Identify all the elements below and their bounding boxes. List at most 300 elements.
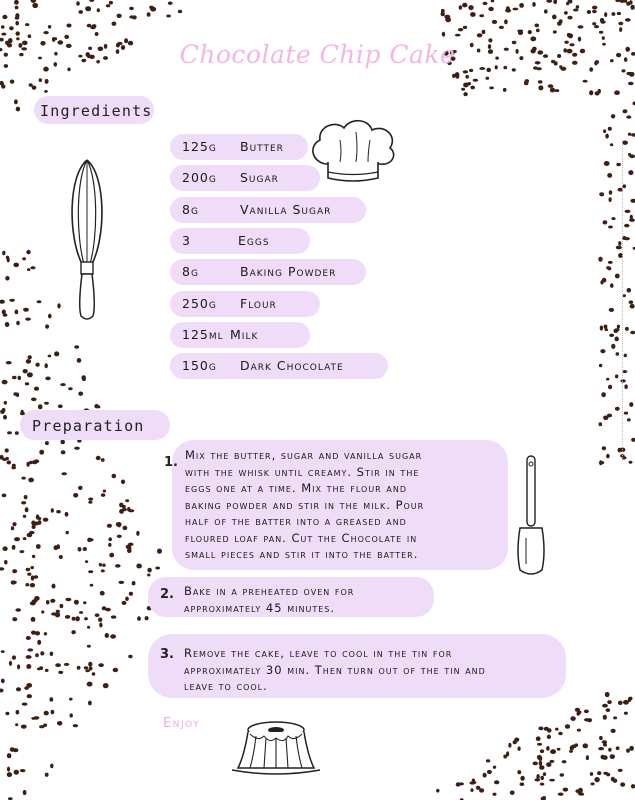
chocolate-dot [25,507,29,512]
chocolate-dot [123,526,128,530]
chocolate-dot [77,666,81,670]
chocolate-dot [103,490,106,493]
chocolate-dot [30,566,34,569]
chocolate-dot [630,304,635,309]
chocolate-dot [39,78,42,82]
chocolate-dot [599,422,603,426]
chocolate-dot [87,538,91,543]
chocolate-dot [610,754,615,759]
chocolate-dot [68,387,73,390]
chocolate-dot [570,716,575,721]
chocolate-dot [616,246,622,250]
chocolate-dot [16,710,20,715]
chocolate-dot [72,617,76,621]
chocolate-dot [31,0,37,3]
chocolate-dot [587,10,591,14]
chocolate-dot [58,404,63,408]
chocolate-dot [7,257,10,262]
chocolate-dot [147,574,150,577]
chocolate-dot [21,501,26,504]
chocolate-dot [493,766,496,769]
chocolate-dot [45,377,50,381]
chocolate-dot [540,749,544,753]
chocolate-dot [546,762,551,767]
chocolate-dot [38,520,42,525]
chocolate-dot [618,22,623,25]
chocolate-dot [43,724,47,727]
chocolate-dot [46,600,50,605]
chocolate-dot [40,651,44,655]
chocolate-dot [109,1,113,5]
chocolate-dot [624,712,628,715]
chocolate-dot [27,268,30,271]
chocolate-dot [100,591,105,596]
chocolate-dot [36,514,40,519]
chocolate-dot [29,531,35,534]
chocolate-dot [105,633,109,638]
chocolate-dot [125,499,129,502]
chocolate-dot [7,772,12,777]
chocolate-dot [557,748,561,751]
chocolate-dot [108,537,112,541]
chocolate-dot [127,549,132,554]
chocolate-dot [75,616,80,621]
chocolate-dot [549,760,554,763]
chocolate-dot [21,725,27,729]
chocolate-dot [65,615,70,619]
chocolate-dot [487,770,492,774]
chocolate-dot [21,477,25,480]
chocolate-dot [60,440,65,445]
chocolate-dot [615,0,620,2]
chocolate-dot [483,773,487,778]
chocolate-dot [3,313,8,316]
chocolate-dot [26,568,31,571]
chocolate-dot [7,753,12,758]
chocolate-dot [542,796,546,800]
chef-hat-icon [306,116,400,186]
chocolate-dot [629,461,633,464]
chocolate-dot [30,583,35,587]
chocolate-dot [26,655,32,659]
chocolate-dot [595,91,600,95]
chocolate-dot [489,87,494,90]
chocolate-dot [603,743,607,747]
chocolate-dot [73,724,78,727]
chocolate-dot [518,747,521,751]
chocolate-dot [3,415,7,420]
chocolate-dot [15,723,18,726]
chocolate-dot [461,88,465,91]
chocolate-dot [614,90,620,95]
chocolate-dot [88,662,92,667]
chocolate-dot [626,749,630,753]
chocolate-dot [22,257,26,260]
chocolate-dot [117,14,122,18]
chocolate-dot [575,708,580,712]
chocolate-dot [5,712,9,715]
chocolate-dot [27,573,31,576]
chocolate-dot [113,668,119,672]
chocolate-dot [95,613,100,617]
whisk-icon [64,156,110,324]
chocolate-dot [563,788,569,792]
chocolate-dot [609,197,612,202]
chocolate-dot [132,581,136,585]
chocolate-dot [78,10,83,14]
chocolate-dot [602,278,607,283]
chocolate-dot [517,770,521,774]
chocolate-dot [31,398,37,402]
chocolate-dot [470,86,475,90]
chocolate-dot [604,325,608,329]
chocolate-dot [486,77,490,80]
chocolate-dot [605,134,609,139]
chocolate-dot [626,2,630,6]
chocolate-dot [32,555,35,558]
chocolate-dot [23,515,27,518]
chocolate-dot [35,631,40,635]
chocolate-dot [584,710,589,714]
chocolate-dot [586,755,589,760]
chocolate-dot [537,743,542,746]
chocolate-dot [618,701,623,705]
chocolate-dot [589,90,593,95]
chocolate-dot [603,772,608,775]
chocolate-dot [552,15,557,20]
chocolate-dot [520,776,524,781]
chocolate-dot [607,700,612,704]
chocolate-dot [628,133,632,136]
chocolate-dot [479,14,484,17]
chocolate-dot [50,764,53,769]
chocolate-dot [26,359,31,364]
chocolate-dot [5,322,10,327]
ingredient-name: Milk [230,327,259,342]
ingredient-quantity: 8g [182,264,199,279]
chocolate-dot [436,789,439,793]
chocolate-dot [15,6,19,10]
chocolate-dot [87,626,90,629]
chocolate-dot [617,325,620,329]
chocolate-dot [60,383,66,386]
chocolate-dot [603,715,607,720]
chocolate-dot [524,81,529,86]
scroll-indicator [622,140,627,460]
chocolate-dot [23,790,27,795]
chocolate-dot [630,331,635,335]
chocolate-dot [84,617,88,620]
chocolate-dot [22,703,28,706]
chocolate-dot [85,8,91,12]
chocolate-dot [598,747,604,750]
chocolate-dot [54,545,58,550]
chocolate-dot [14,99,18,104]
chocolate-dot [458,28,463,31]
chocolate-dot [69,698,73,701]
chocolate-dot [628,82,634,85]
chocolate-dot [25,318,31,321]
chocolate-dot [1,33,6,36]
step-1-number: 1. [164,455,178,470]
chocolate-dot [65,598,71,601]
chocolate-dot [1,650,5,653]
chocolate-dot [23,308,29,312]
chocolate-dot [505,9,511,13]
chocolate-dot [591,782,595,785]
chocolate-dot [616,352,620,355]
chocolate-dot [39,666,43,670]
chocolate-dot [547,735,551,739]
chocolate-dot [611,729,616,733]
chocolate-dot [117,523,121,528]
chocolate-dot [15,21,19,26]
chocolate-dot [16,31,20,35]
chocolate-dot [629,402,633,407]
chocolate-dot [519,3,524,8]
chocolate-dot [610,143,613,146]
chocolate-dot [77,358,82,363]
chocolate-dot [56,510,61,513]
chocolate-dot [48,314,52,319]
chocolate-dot [90,26,95,29]
chocolate-dot [12,569,17,573]
ingredient-name: Flour [240,296,277,311]
chocolate-dot [147,568,151,573]
chocolate-dot [608,748,611,752]
chocolate-dot [9,299,15,302]
chocolate-dot [630,5,634,10]
chocolate-dot [470,788,473,792]
chocolate-dot [462,3,467,8]
chocolate-dot [4,401,7,405]
chocolate-dot [467,82,471,85]
chocolate-dot [459,5,463,10]
chocolate-dot [537,755,542,760]
chocolate-dot [482,30,486,34]
chocolate-dot [78,486,83,490]
chocolate-dot [11,466,16,470]
chocolate-dot [119,509,124,514]
chocolate-dot [546,0,552,3]
chocolate-dot [562,760,567,763]
chocolate-dot [503,755,507,759]
chocolate-dot [66,24,71,28]
chocolate-dot [540,776,544,780]
chocolate-dot [15,13,19,18]
chocolate-dot [455,34,461,37]
chocolate-dot [623,109,628,113]
chocolate-dot [629,746,634,751]
chocolate-dot [27,694,32,698]
chocolate-dot [599,736,603,740]
chocolate-dot [81,375,86,380]
chocolate-dot [499,26,504,29]
chocolate-dot [629,300,634,304]
chocolate-dot [615,274,620,279]
chocolate-dot [626,115,631,118]
chocolate-dot [574,743,578,746]
chocolate-dot [442,32,445,37]
chocolate-dot [129,592,133,596]
chocolate-dot [553,30,557,33]
chocolate-dot [57,303,60,308]
chocolate-dot [514,738,519,742]
chocolate-dot [59,555,63,559]
chocolate-dot [25,382,29,385]
chocolate-dot [565,724,570,729]
chocolate-dot [592,10,597,14]
chocolate-dot [0,689,4,693]
chocolate-dot [44,632,47,635]
chocolate-dot [27,372,33,377]
chocolate-dot [538,85,543,90]
chocolate-dot [602,704,608,708]
chocolate-dot [578,25,584,28]
chocolate-dot [550,88,555,93]
chocolate-dot [540,783,544,786]
chocolate-dot [592,6,597,10]
chocolate-dot [24,686,28,689]
chocolate-dot [16,321,20,326]
chocolate-dot [30,266,35,269]
chocolate-dot [463,70,468,73]
chocolate-dot [456,782,461,786]
chocolate-dot [603,129,606,133]
chocolate-dot [535,24,540,28]
chocolate-dot [608,226,613,229]
chocolate-dot [121,480,125,485]
chocolate-dot [155,567,160,570]
chocolate-dot [601,392,606,397]
chocolate-dot [45,669,49,672]
chocolate-dot [611,114,615,118]
chocolate-dot [97,8,100,12]
chocolate-dot [600,325,603,330]
chocolate-dot [118,581,124,584]
chocolate-dot [503,88,507,92]
chocolate-dot [15,310,19,315]
chocolate-dot [576,5,580,9]
chocolate-dot [569,750,573,753]
chocolate-dot [536,29,540,33]
chocolate-dot [48,25,51,29]
preparation-heading: Preparation [32,417,145,435]
chocolate-dot [129,15,134,18]
ingredient-name: Sugar [240,170,279,185]
chocolate-dot [627,288,632,293]
chocolate-dot [12,617,17,621]
chocolate-dot [102,564,106,567]
chocolate-dot [88,501,92,504]
chocolate-dot [136,564,142,569]
chocolate-dot [628,170,633,175]
chocolate-dot [48,355,52,358]
chocolate-dot [4,560,8,565]
chocolate-dot [28,355,32,359]
ingredient-name: Butter [240,139,284,154]
chocolate-dot [26,664,31,669]
chocolate-dot [441,12,445,17]
step-1-text: Mix the butter, sugar and vanilla sugar with the whisk until creamy. Stir in the eggs one at a time. Mix the flour and baking powder and stir in the milk. Pour half of the batter into a greased and floured loaf pan. Cut the Chocolate in small pieces and stir it into the batter. [185,448,425,561]
chocolate-dot [558,793,564,796]
chocolate-dot [615,407,620,411]
chocolate-dot [37,640,41,645]
chocolate-dot [10,747,15,752]
chocolate-dot [630,199,635,203]
chocolate-dot [108,543,111,547]
chocolate-dot [45,79,49,84]
chocolate-dot [129,7,134,10]
chocolate-dot [90,584,94,587]
chocolate-dot [631,784,635,788]
chocolate-dot [548,84,554,88]
chocolate-dot [2,458,7,461]
chocolate-dot [127,507,130,512]
chocolate-dot [2,380,8,385]
chocolate-dot [623,700,629,705]
chocolate-dot [560,773,564,776]
chocolate-dot [32,86,37,90]
chocolate-dot [88,570,93,573]
chocolate-dot [99,623,102,628]
chocolate-dot [479,788,484,792]
chocolate-dot [11,526,14,530]
chocolate-dot [55,663,61,667]
chocolate-dot [590,772,593,776]
chocolate-dot [66,531,69,534]
chocolate-dot [45,441,49,445]
chocolate-dot [43,518,49,522]
chocolate-dot [24,495,28,499]
enjoy-label: Enjoy [163,716,201,731]
chocolate-dot [594,777,599,782]
chocolate-dot [592,22,596,25]
chocolate-dot [568,33,573,38]
chocolate-dot [45,773,49,777]
chocolate-dot [584,718,589,721]
chocolate-dot [64,663,70,666]
chocolate-dot [538,80,543,83]
chocolate-dot [34,387,39,391]
chocolate-dot [109,553,114,558]
chocolate-dot [126,545,132,549]
chocolate-dot [14,537,20,541]
chocolate-dot [73,493,78,498]
chocolate-dot [532,2,536,7]
chocolate-dot [111,615,117,618]
chocolate-dot [12,655,16,659]
chocolate-dot [598,257,602,262]
chocolate-dot [583,80,588,83]
chocolate-dot [627,418,631,421]
chocolate-dot [92,672,96,675]
chocolate-dot [25,583,29,586]
chocolate-dot [615,374,618,378]
chocolate-dot [539,765,544,770]
chocolate-dot [604,161,610,166]
chocolate-dot [549,779,555,782]
chocolate-dot [34,596,40,601]
chocolate-dot [1,25,5,29]
chocolate-dot [83,601,86,604]
chocolate-dot [112,474,117,479]
chocolate-dot [488,7,494,11]
chocolate-dot [58,671,63,674]
chocolate-dot [609,190,613,195]
chocolate-dot [23,537,27,540]
chocolate-dot [26,462,29,467]
